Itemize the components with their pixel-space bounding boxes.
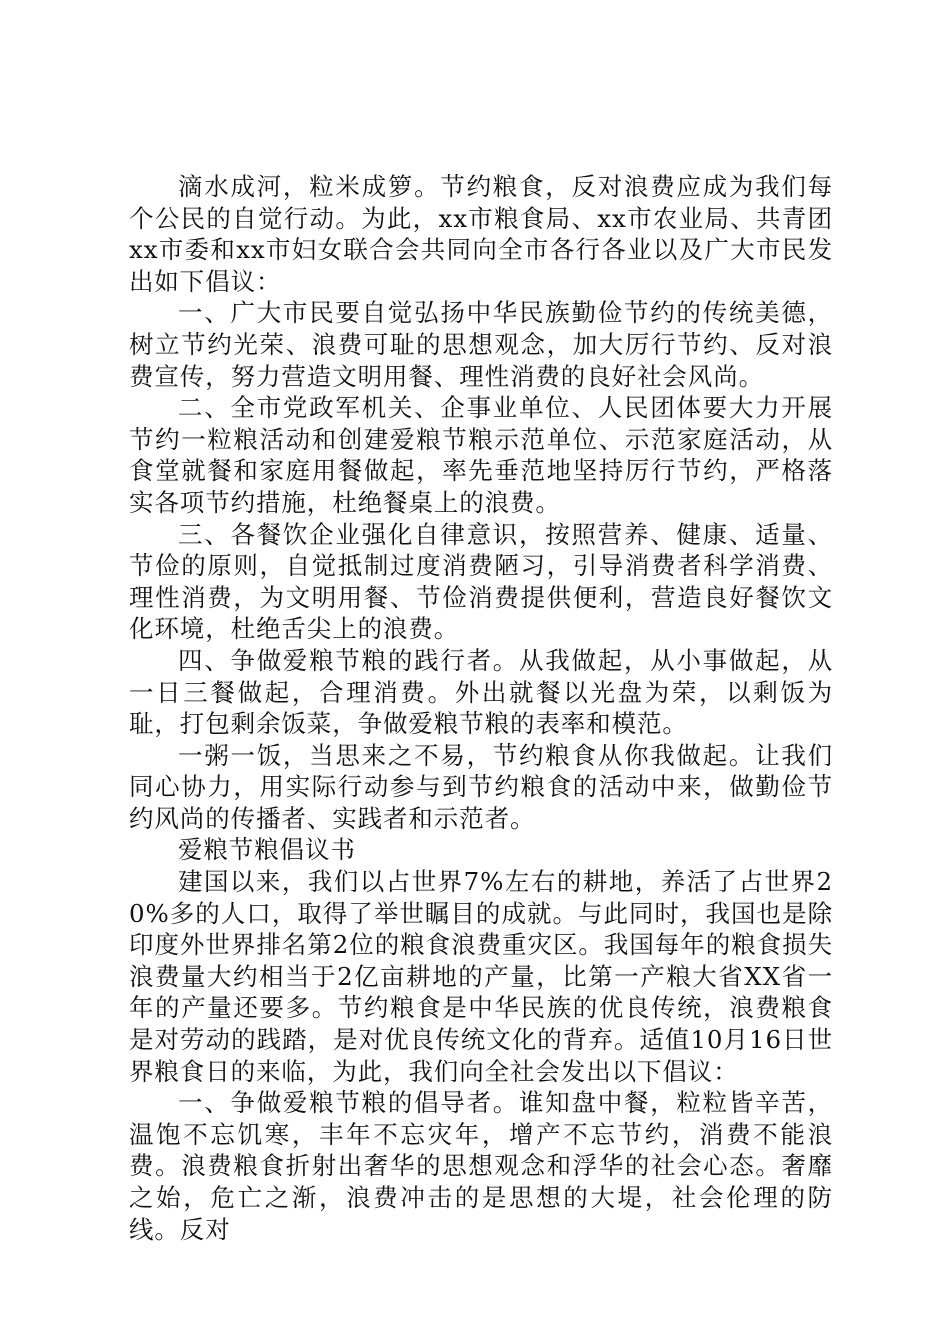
section-title: 爱粮节粮倡议书 bbox=[178, 835, 356, 865]
paragraph-item-2: 二、全市党政军机关、企事业单位、人民团体要大力开展节约一粒粮活动和创建爱粮节粮示范单位、示范家庭活动，从食堂就餐和家庭用餐做起，率先垂范地坚持厉行节约，严格落实各项节约措施，杜绝餐桌上的浪费。 bbox=[129, 393, 833, 517]
paragraph-item-1: 一、广大市民要自觉弘扬中华民族勤俭节约的传统美德，树立节约光荣、浪费可耻的思想观念，加大厉行节约、反对浪费宣传，努力营造文明用餐、理性消费的良好社会风尚。 bbox=[129, 298, 833, 391]
paragraph-intro: 滴水成河，粒米成箩。节约粮食，反对浪费应成为我们每个公民的自觉行动。为此，xx市粮食局、xx市农业局、共青团xx市委和xx市妇女联合会共同向全市各行各业以及广大市民发出如下倡议： bbox=[129, 172, 833, 296]
paragraph-second-intro: 建国以来，我们以占世界7%左右的耕地，养活了占世界20%多的人口，取得了举世瞩目的成就。与此同时，我国也是除印度外世界排名第2位的粮食浪费重灾区。我国每年的粮食损失浪费量大约相当于2亿亩耕地的产量，比第一产粮大省XX省一年的产量还要多。节约粮食是中华民族的优良传统，浪费粮食是对劳动的践踏，是对优良传统文化的背弃。适值10月16日世界粮食日的来临，为此，我们向全社会发出以下倡议： bbox=[129, 867, 833, 1086]
paragraph-closing: 一粥一饭，当思来之不易，节约粮食从你我做起。让我们同心协力，用实际行动参与到节约粮食的活动中来，做勤俭节约风尚的传播者、实践者和示范者。 bbox=[129, 740, 833, 833]
document-body bbox=[129, 171, 833, 1245]
paragraph-item-3: 三、各餐饮企业强化自律意识，按照营养、健康、适量、节俭的原则，自觉抵制过度消费陋习，引导消费者科学消费、理性消费，为文明用餐、节俭消费提供便利，营造良好餐饮文化环境，杜绝舌尖上的浪费。 bbox=[129, 519, 833, 644]
paragraph-item-4: 四、争做爱粮节粮的践行者。从我做起，从小事做起，从一日三餐做起，合理消费。外出就餐以光盘为荣，以剩饭为耻，打包剩余饭菜，争做爱粮节粮的表率和模范。 bbox=[129, 645, 833, 739]
paragraph-second-item-1: 一、争做爱粮节粮的倡导者。谁知盘中餐，粒粒皆辛苦，温饱不忘饥寒，丰年不忘灾年，增产不忘节约，消费不能浪费。浪费粮食折射出奢华的思想观念和浮华的社会心态。奢靡之始，危亡之渐，浪费冲击的是思想的大堤，社会伦理的防线。反对 bbox=[129, 1088, 833, 1244]
